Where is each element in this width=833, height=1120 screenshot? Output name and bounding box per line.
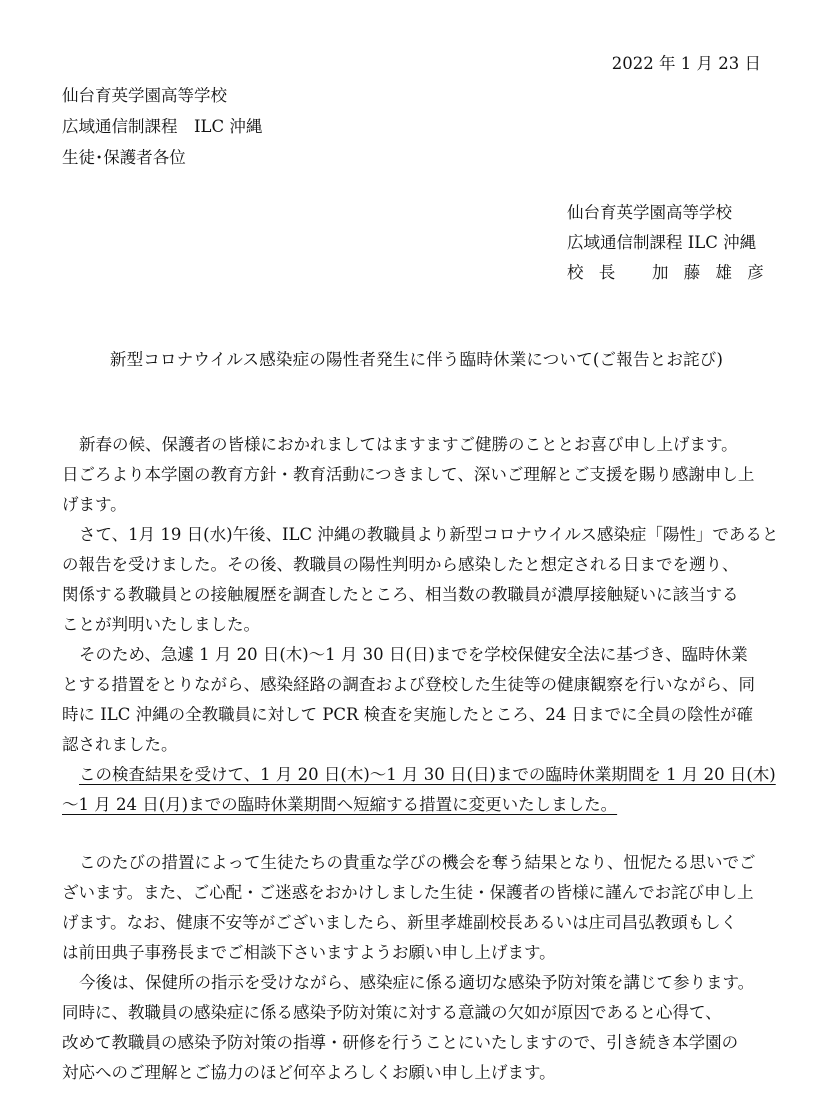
document-title: 新型コロナウイルス感染症の陽性者発生に伴う臨時休業について(ご報告とお詫び) [109, 350, 724, 369]
paragraph-report [62, 520, 779, 640]
recipient-school: 仙台育英学園高等学校 [62, 86, 227, 105]
text-line: 関係する教職員との接触履歴を調査したところ、相当数の教職員が濃厚接触疑いに該当する [62, 585, 739, 604]
sender-school: 仙台育英学園高等学校 [567, 203, 732, 222]
text-line: とする措置をとりながら、感染経路の調査および登校した生徒等の健康観察を行いながら、同 [62, 675, 755, 694]
text-line: 今後は、保健所の指示を受けながら、感染症に係る適切な感染予防対策を講じて参ります。 [79, 973, 755, 992]
text-line: 認されました。 [62, 735, 178, 754]
text-line: このたびの措置によって生徒たちの貴重な学びの機会を奪う結果となり、忸怩たる思いでご [79, 853, 756, 872]
paragraph-change-notice [62, 760, 774, 820]
sender-principal: 校 長 加 藤 雄 彦 [567, 263, 769, 282]
sender-course: 広域通信制課程 ILC 沖縄 [567, 233, 757, 252]
sender-block [567, 198, 769, 288]
text-line: ざいます。また、ご心配・ご迷惑をおかけしました生徒・保護者の皆様に謹んでお詫び申し上 [62, 883, 754, 902]
recipient-block [62, 80, 262, 173]
text-line: そのため、急遽 1 月 20 日(木)～1 月 30 日(日)までを学校保健安全法に基づき、臨時休業 [79, 645, 748, 664]
text-line: の報告を受けました。その後、教職員の陽性判明から感染したと想定される日までを遡り、 [62, 555, 739, 574]
document-date: 2022 年 1 月 23 日 [611, 54, 761, 73]
text-line: は前田典子事務長までご相談下さいますようお願い申し上げます。 [62, 943, 556, 962]
text-line: 改めて教職員の感染予防対策の指導・研修を行うことにいたしますので、引き続き本学園の [62, 1033, 739, 1052]
paragraph-apology [62, 848, 774, 968]
recipient-course: 広域通信制課程 ILC 沖縄 [62, 117, 263, 136]
text-line: げます。 [62, 495, 127, 514]
text-line: ことが判明いたしました。 [62, 615, 260, 634]
paragraph-measures [62, 640, 774, 760]
text-line: げます。なお、健康不安等がございましたら、新里孝雄副校長あるいは庄司昌弘教頭もしく [62, 913, 738, 932]
text-line: 対応へのご理解とご協力のほど何卒よろしくお願い申し上げます。 [62, 1063, 556, 1082]
text-line: 日ごろより本学園の教育方針・教育活動につきまして、深いご理解とご支援を賜り感謝申し上 [62, 465, 755, 484]
text-line: 新春の候、保護者の皆様におかれましてはますますご健勝のこととお喜び申し上げます。 [79, 435, 738, 454]
paragraph-greeting [62, 430, 774, 520]
paragraph-future-measures [62, 968, 774, 1088]
recipient-audience: 生徒･保護者各位 [62, 148, 186, 167]
text-line: さて、1月 19 日(水)午後、ILC 沖縄の教職員より新型コロナウイルス感染症「陽性」であると [79, 525, 779, 544]
underlined-text-line: ～1 月 24 日(月)までの臨時休業期間へ短縮する措置に変更いたしました。 [62, 795, 618, 814]
underlined-text-line: この検査結果を受けて、1 月 20 日(木)～1 月 30 日(日)までの臨時休業期間を 1 月 20 日(木) [79, 765, 776, 784]
text-line: 時に ILC 沖縄の全教職員に対して PCR 検査を実施したところ、24 日までに全員の陰性が確 [62, 705, 753, 724]
text-line: 同時に、教職員の感染症に係る感染予防対策に対する意識の欠如が原因であると心得て、 [62, 1003, 722, 1022]
